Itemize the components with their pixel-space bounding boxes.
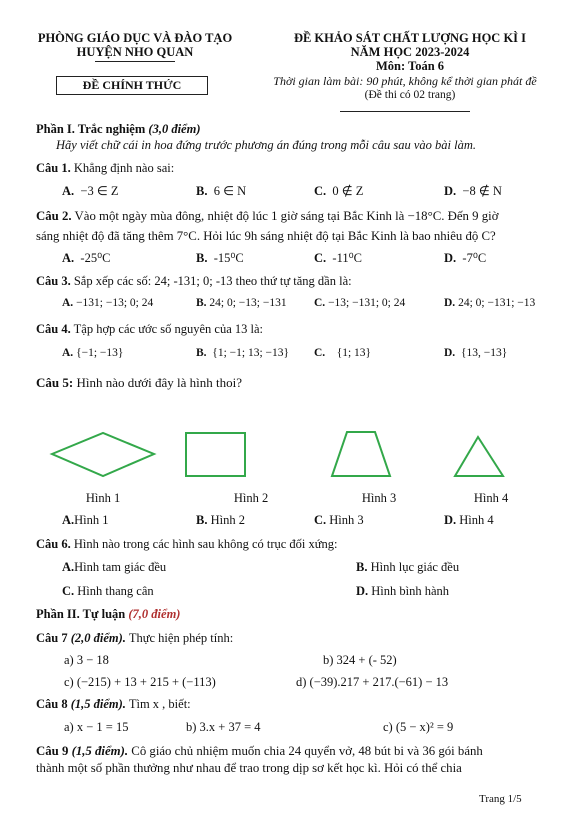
question-4: Câu 4. Tập hợp các ước số nguyên của 13 là: [36, 322, 264, 336]
q7-item-c: c) (−215) + 13 + 215 + (−113) [64, 675, 216, 689]
official-badge: ĐỀ CHÍNH THỨC [56, 76, 208, 95]
figure-2-caption: Hình 2 [233, 491, 269, 505]
q8-item-a: a) x − 1 = 15 [64, 720, 129, 734]
question-8: Câu 8 (1,5 điểm). Tìm x , biết: [36, 697, 191, 711]
district-name: HUYỆN NHO QUAN [76, 45, 194, 59]
q4-option-d: D. {13, −13} [444, 347, 508, 359]
q1-label: Câu 1. [36, 161, 71, 175]
q6-option-b: B. Hình lục giác đều [356, 560, 460, 574]
part1-instruction: Hãy viết chữ cái in hoa đứng trước phương án đúng trong mỗi câu sau vào bài làm. [56, 138, 476, 152]
page-number: Trang 1/5 [479, 793, 522, 805]
q2-temp2: 7°C [176, 229, 197, 243]
part2-score: (7,0 điểm) [128, 607, 181, 621]
q8-item-b: b) 3.x + 37 = 4 [186, 720, 261, 734]
figure-1-rhombus [52, 433, 154, 476]
q1-option-c: C. 0 ∉ Z [314, 184, 364, 198]
q3-option-c: C. −13; −131; 0; 24 [314, 297, 406, 309]
q2-temp1: −18°C [407, 209, 442, 223]
time-note: Thời gian làm bài: 90 phút, không kể thời gian phát đề [273, 74, 537, 88]
part2-heading: Phần II. Tự luận (7,0 điểm) [36, 607, 181, 621]
question-7: Câu 7 (2,0 điểm). Thực hiện phép tính: [36, 631, 234, 645]
question-5: Câu 5: Hình nào dưới đây là hình thoi? [36, 375, 243, 390]
question-2: Câu 2. Vào một ngày mùa đông, nhiệt độ lúc 1 giờ sáng tại Bắc Kinh là −18°C. Đến 9 giờ [36, 209, 499, 223]
subject: Môn: Toán 6 [375, 59, 445, 73]
q3-option-a: A. −131; −13; 0; 24 [62, 297, 154, 309]
figure-3-caption: Hình 3 [361, 491, 397, 505]
q1-text: Khẳng định nào sai: [73, 161, 175, 175]
question-6: Câu 6. Hình nào trong các hình sau không có trục đối xứng: [36, 537, 338, 551]
figure-4-triangle [455, 437, 503, 476]
question-9: Câu 9 (1,5 điểm). Cô giáo chủ nhiệm muốn chia 24 quyển vở, 48 bút bi và 36 gói bánh [36, 744, 483, 758]
question-3: Câu 3. Sắp xếp các số: 24; -131; 0; -13 theo thứ tự tăng dần là: [36, 274, 352, 288]
q6-option-d: D. Hình bình hành [356, 584, 450, 598]
exam-title: ĐỀ KHẢO SÁT CHẤT LƯỢNG HỌC KÌ I [293, 31, 527, 45]
figure-1-caption: Hình 1 [85, 491, 121, 505]
q8-item-c: c) (5 − x)² = 9 [383, 720, 454, 734]
figure-4-caption: Hình 4 [473, 491, 509, 505]
q2-option-b: B. -15⁰C [196, 251, 244, 265]
q6-option-a: A.Hình tam giác đều [62, 560, 167, 574]
figure-3-trapezoid [332, 432, 390, 476]
q1-option-a: A. −3 ∈ Z [62, 184, 119, 198]
q3-option-b: B. 24; 0; −13; −131 [196, 297, 287, 309]
department-name: PHÒNG GIÁO DỤC VÀ ĐÀO TẠO [37, 31, 233, 45]
part1-score: (3,0 điểm) [148, 122, 201, 136]
q5-option-a: A.Hình 1 [62, 513, 109, 527]
q2-option-d: D. -7⁰C [444, 251, 487, 265]
q7-item-d: d) (−39).217 + 217.(−61) − 13 [296, 675, 449, 689]
q6-option-c: C. Hình thang cân [62, 584, 154, 598]
school-year: NĂM HỌC 2023-2024 [350, 45, 470, 59]
q4-option-c: C. {1; 13} [314, 347, 372, 359]
q1-option-d: D. −8 ∉ N [444, 184, 502, 198]
figure-2-square [186, 433, 245, 476]
q7-item-b: b) 324 + (- 52) [323, 653, 397, 667]
q2-option-a: A. -25⁰C [62, 251, 111, 265]
q7-item-a: a) 3 − 18 [64, 653, 109, 667]
part1-title: Phần I. Trắc nghiệm [36, 122, 146, 136]
q4-option-a: A. {−1; −13} [62, 347, 124, 359]
q5-option-d: D. Hình 4 [444, 513, 494, 527]
q5-option-c: C. Hình 3 [314, 513, 364, 527]
q4-option-b: B. {1; −1; 13; −13} [196, 347, 290, 359]
q3-option-d: D. 24; 0; −131; −13 [444, 297, 536, 309]
pages-note: (Đề thi có 02 trang) [364, 89, 456, 101]
question-2-line2: sáng nhiệt độ đã tăng thêm 7°C. Hỏi lúc 9h sáng nhiệt độ tại Bắc Kinh là bao nhiêu độ C? [36, 229, 496, 243]
q5-option-b: B. Hình 2 [196, 513, 245, 527]
q2-option-c: C. -11⁰C [314, 251, 362, 265]
question-9-line2: thành một số phần thưởng như nhau để trao trong dịp sơ kết học kì. Hỏi có thể chia [36, 761, 462, 775]
q1-option-b: B. 6 ∈ N [196, 184, 247, 198]
